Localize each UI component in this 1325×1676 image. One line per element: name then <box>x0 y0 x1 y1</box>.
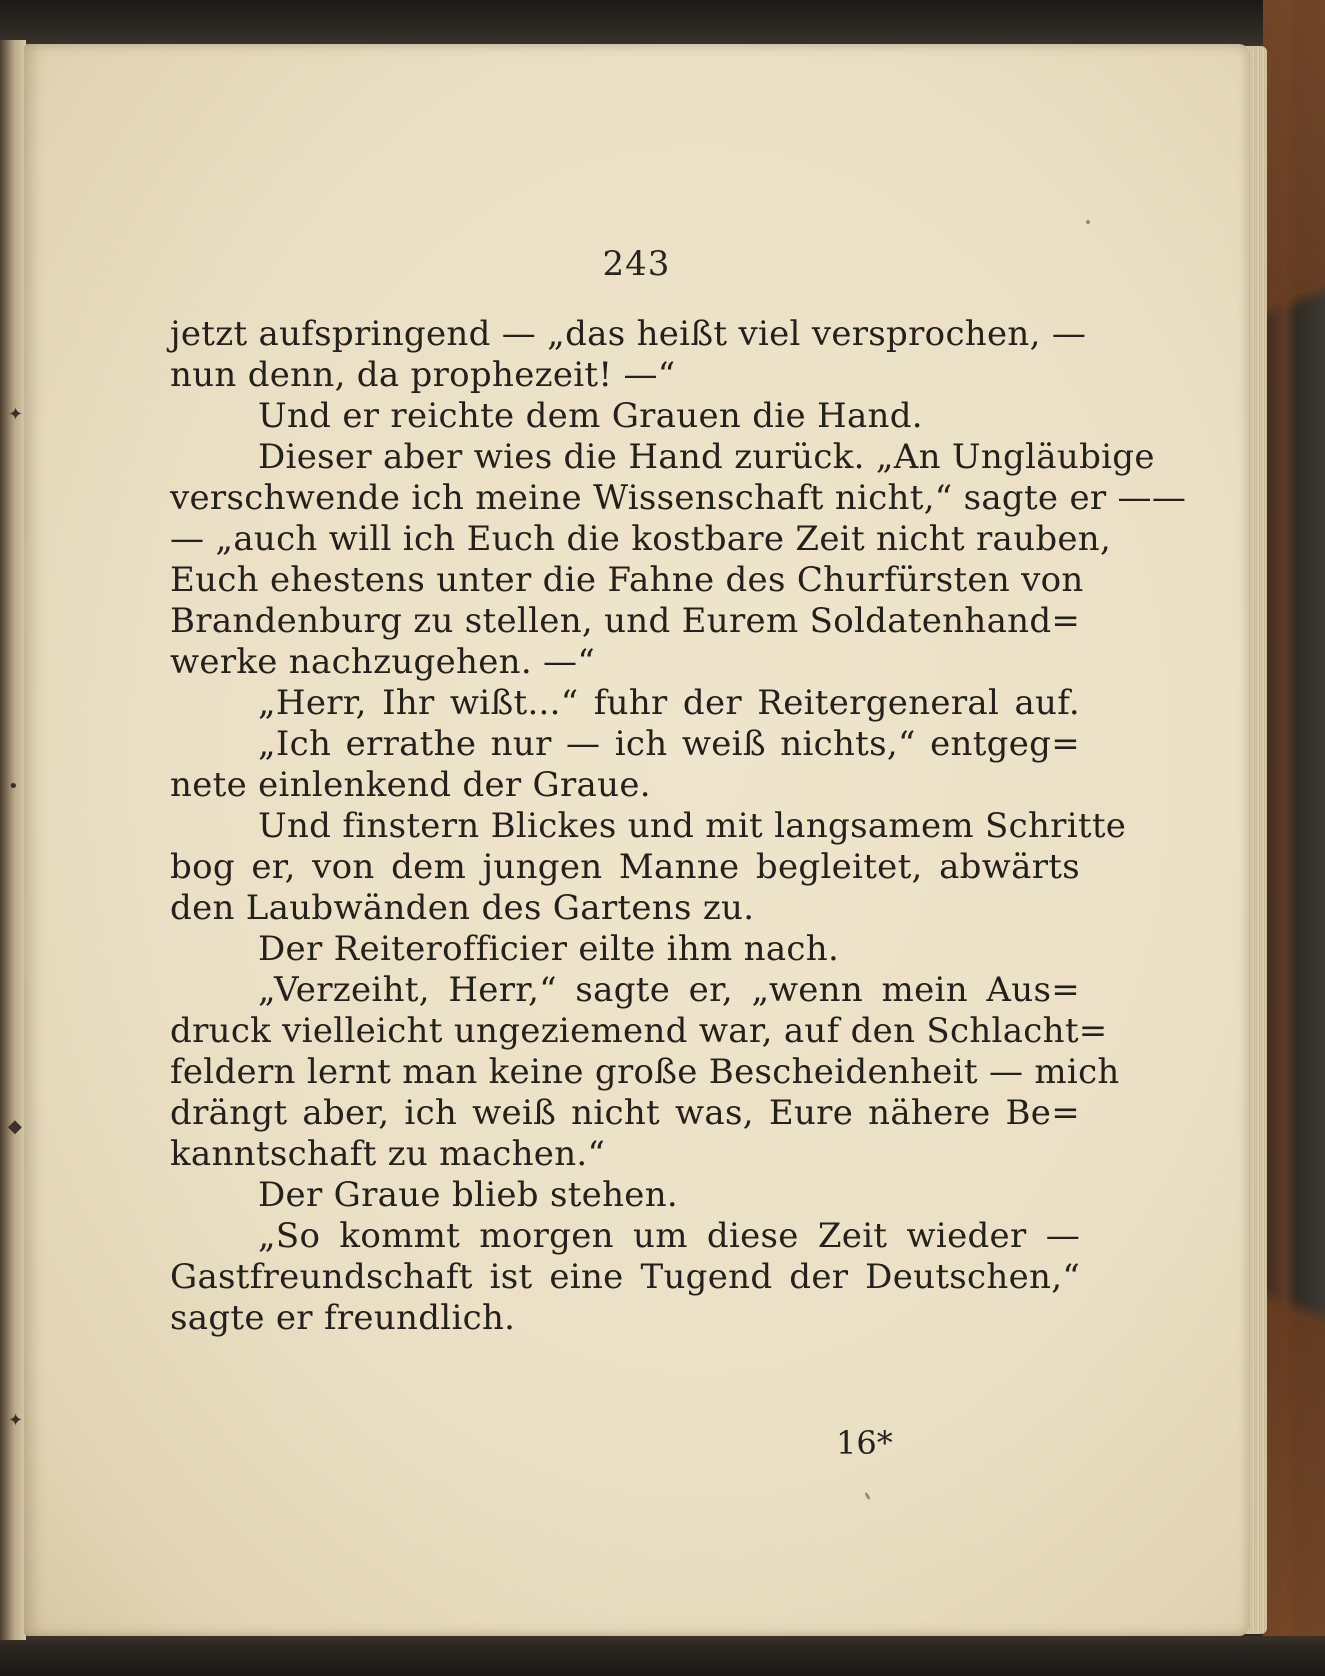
text-line: drängt aber, ich weiß nicht was, Eure nähere Be= <box>170 1093 1080 1133</box>
text-line: jetzt aufspringend — „das heißt viel versprochen, — <box>170 314 1087 354</box>
margin-mark: ◆ <box>8 1116 22 1137</box>
text-line: „Verzeiht, Herr,“ sagte er, „wenn mein Aus= <box>258 970 1080 1010</box>
text-line: nun denn, da prophezeit! —“ <box>170 355 676 395</box>
text-line: Euch ehestens unter die Fahne des Churfürsten von <box>170 560 1084 600</box>
text-line: „Ich errathe nur — ich weiß nichts,“ entgeg= <box>258 724 1080 764</box>
text-line: Dieser aber wies die Hand zurück. „An Ungläubige <box>258 437 1155 477</box>
binding-edge <box>0 40 26 1640</box>
text-line: Der Reiterofficier eilte ihm nach. <box>258 929 840 969</box>
text-line: Und finstern Blickes und mit langsamem Schritte <box>258 806 1127 846</box>
book-cover-bottom <box>0 1636 1325 1676</box>
leather-corner <box>1263 0 1325 1676</box>
text-line: druck vielleicht ungeziemend war, auf den Schlacht= <box>170 1011 1108 1051</box>
text-line: Und er reichte dem Grauen die Hand. <box>258 396 923 436</box>
paper-speck <box>864 1492 871 1500</box>
book-page <box>24 44 1249 1636</box>
margin-mark: ✦ <box>8 1410 24 1431</box>
signature-mark: 16* <box>836 1424 893 1462</box>
text-line: bog er, von dem jungen Manne begleitet, abwärts <box>170 847 1080 887</box>
text-line: „So kommt morgen um diese Zeit wieder — <box>258 1216 1080 1256</box>
text-line: werke nachzugehen. —“ <box>170 642 596 682</box>
text-line: kanntschaft zu machen.“ <box>170 1134 606 1174</box>
margin-mark: • <box>8 776 19 797</box>
margin-mark: ✦ <box>8 404 24 425</box>
text-line: Gastfreundschaft ist eine Tugend der Deutschen,“ <box>170 1257 1080 1297</box>
text-line: nete einlenkend der Graue. <box>170 765 651 805</box>
text-line: Der Graue blieb stehen. <box>258 1175 679 1215</box>
text-line: Brandenburg zu stellen, und Eurem Soldatenhand= <box>170 601 1081 641</box>
book-cover-top <box>0 0 1325 48</box>
text-line: sagte er freundlich. <box>170 1298 516 1338</box>
text-line: verschwende ich meine Wissenschaft nicht,“ sagte er —— <box>170 478 1187 518</box>
text-line: feldern lernt man keine große Bescheidenheit — mich <box>170 1052 1120 1092</box>
paper-speck <box>1086 220 1090 224</box>
text-line: den Laubwänden des Gartens zu. <box>170 888 755 928</box>
text-line: — „auch will ich Euch die kostbare Zeit nicht rauben, <box>170 519 1112 559</box>
page-number: 243 <box>602 244 671 284</box>
text-line: „Herr, Ihr wißt...“ fuhr der Reitergeneral auf. <box>258 683 1080 723</box>
